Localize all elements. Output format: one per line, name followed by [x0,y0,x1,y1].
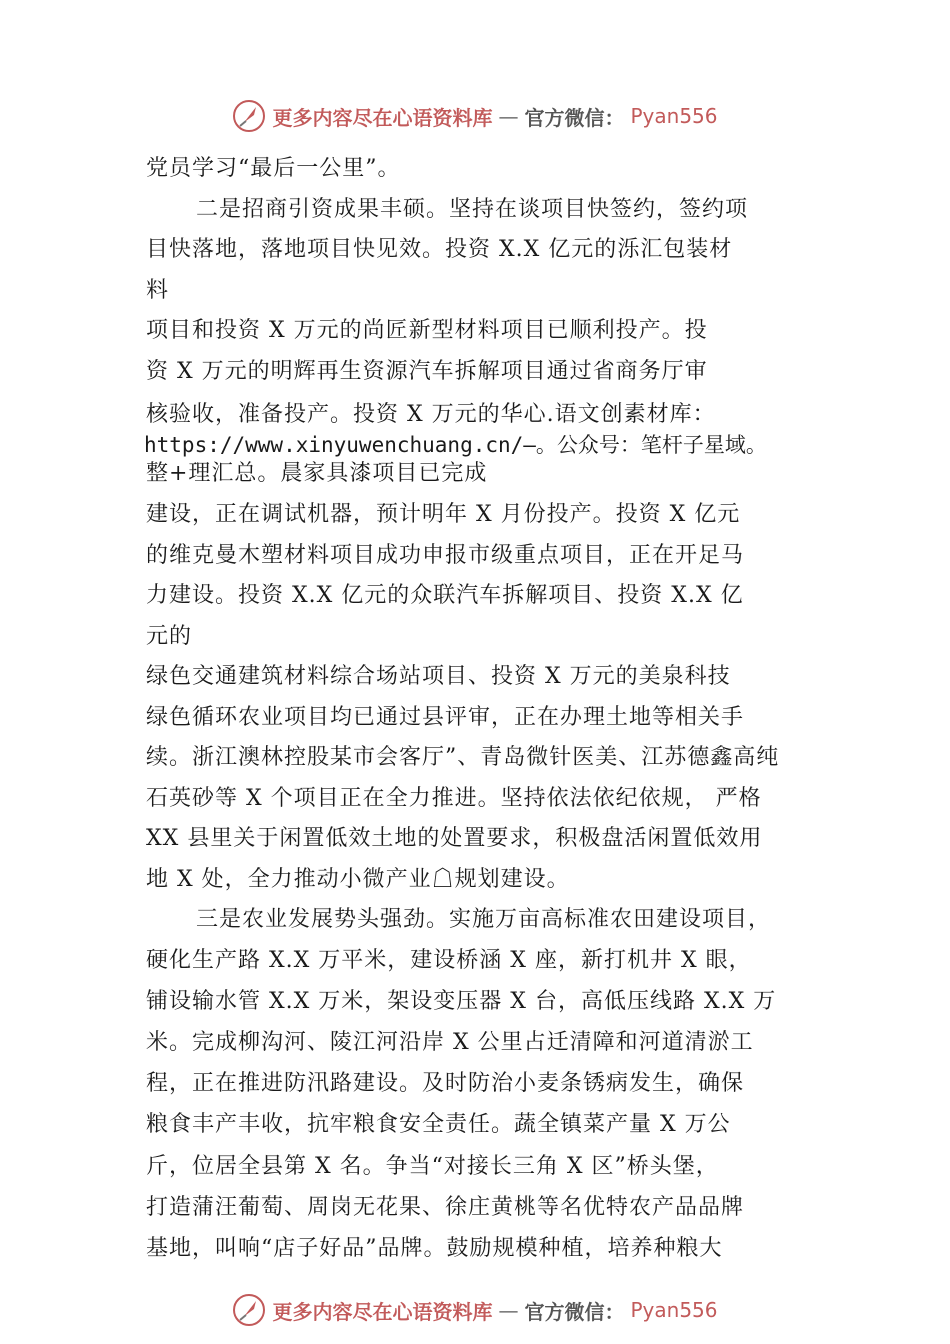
text-line: 整+理汇总。晨家具漆项目已完成 [146,461,488,486]
text-line: 米。完成柳沟河、陵江河沿岸 X 公里占迁清障和河道清淤工 [146,1030,754,1055]
text-line: 基地，叫响“店子好品”品牌。鼓励规模种植，培养种粮大 [146,1236,723,1261]
text-line: 斤，位居全县第 X 名。争当“对接长三角 X 区”桥头堡， [146,1154,719,1179]
text-line: 元的 [146,624,193,649]
text-line: 的维克曼木塑材料项目成功申报市级重点项目，正在开足马 [146,543,745,568]
text-line: 程，正在推进防汛路建设。及时防治小麦条锈病发生，确保 [146,1071,745,1096]
watermark-separator: — [498,104,519,128]
text-line: 料 [146,278,170,303]
text-line: 打造蒲汪葡萄、周岗无花果、徐庄黄桃等名优特农产品品牌 [146,1195,745,1220]
watermark-brand-text: 更多内容尽在心语资料库 [272,105,493,130]
text-line: 石英砂等 X 个项目正在全力推进。坚持依法依纪依规， 严格 [146,786,762,811]
text-line: 铺设输水管 X.X 万米，架设变压器 X 台，高低压线路 X.X 万 [146,989,777,1014]
text-line: 力建设。投资 X.X 亿元的众联汽车拆解项目、投资 X.X 亿 [146,583,744,608]
watermark-wechat-id: Pyan556 [630,1298,718,1322]
quill-logo-icon [232,99,266,133]
watermark-wechat-id: Pyan556 [630,104,718,128]
watermark-wechat-label: 官方微信： [524,105,625,130]
text-line: 续。浙江澳林控股某市会客厅”、青岛微针医美、江苏德鑫高纯 [146,745,780,770]
text-line: 党员学习“最后一公里”。 [146,156,401,181]
text-line: 目快落地，落地项目快见效。投资 X.X 亿元的泺汇包装材 [146,237,733,262]
url-line: https://www.xinyuwenchuang.cn/—。公众号：笔杆子星域。 [144,433,767,457]
watermark-separator: — [498,1298,519,1322]
text-line: XX 县里关于闲置低效土地的处置要求，积极盘活闲置低效用 [146,826,763,851]
paragraph-start-line: 三是农业发展势头强劲。实施万亩高标准农田建设项目， [196,907,772,932]
paragraph-start-line: 二是招商引资成果丰硕。坚持在谈项目快签约，签约项 [196,197,749,222]
text-line: 项目和投资 X 万元的尚匠新型材料项目已顺利投产。投 [146,318,708,343]
text-line: 绿色循环农业项目均已通过县评审，正在办理土地等相关手 [146,705,745,730]
text-line: 资 X 万元的明辉再生资源汽车拆解项目通过省商务厅审 [146,359,708,384]
text-line: 绿色交通建筑材料综合场站项目、投资 X 万元的美泉科技 [146,664,731,689]
text-line: 硬化生产路 X.X 万平米，建设桥涵 X 座，新打机井 X 眼， [146,948,752,973]
text-line: 粮食丰产丰收，抗牢粮食安全责任。蔬全镇菜产量 X 万公 [146,1112,731,1137]
watermark-wechat-label: 官方微信： [524,1299,625,1324]
footer-watermark [0,1290,950,1330]
text-line: 建设，正在调试机器，预计明年 X 月份投产。投资 X 亿元 [146,502,741,527]
quill-logo-icon [232,1293,266,1327]
text-line: 核验收，准备投产。投资 X 万元的华心.语文创素材库： [146,402,716,427]
text-line: 地 X 处，全力推动小微产业☖规划建设。 [146,867,570,892]
header-watermark [0,96,950,136]
watermark-brand-text: 更多内容尽在心语资料库 [272,1299,493,1324]
